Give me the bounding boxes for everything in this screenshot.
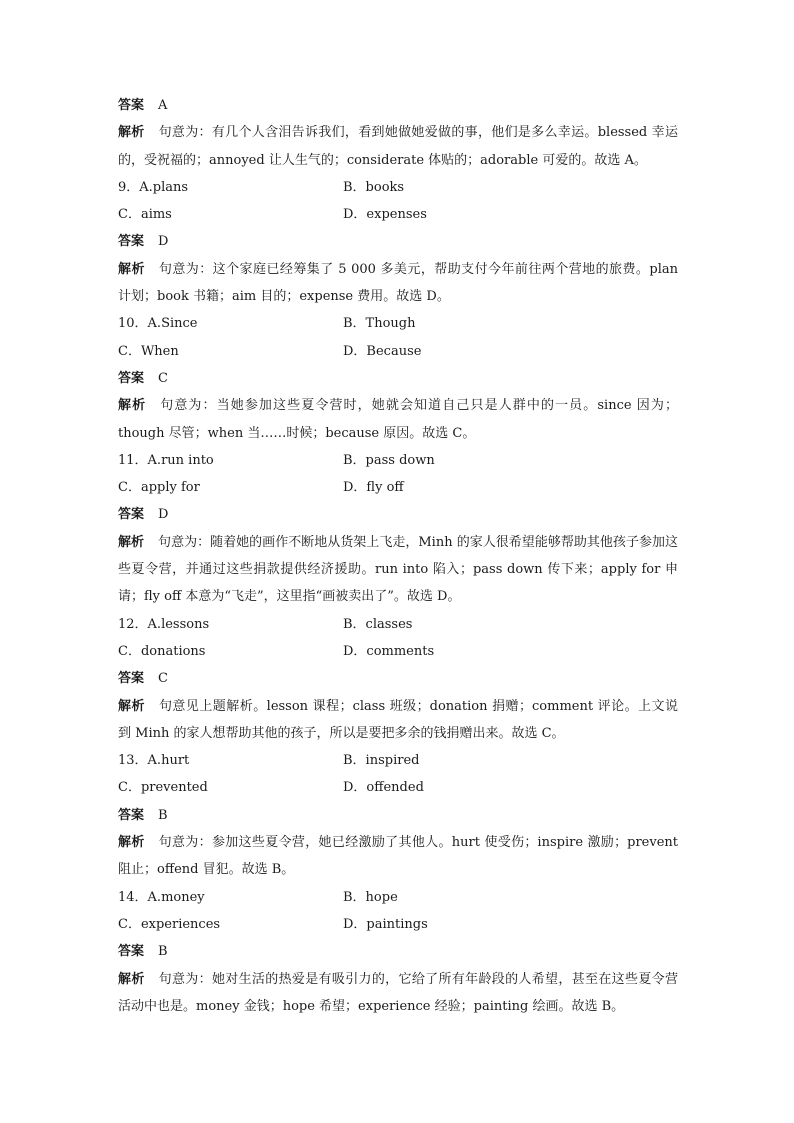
option-b: B．inspired: [343, 753, 420, 769]
option-b: B．pass down: [343, 452, 435, 468]
analysis-text: 句意为：有几个人含泪告诉我们，看到她做她爱做的事，他们是多么幸运。blessed 幸运的，受祝福的；annoyed 让人生气的；considerate 体贴的；adorable 可爱的。故选 A。: [118, 125, 678, 168]
option-d: D．comments: [343, 643, 435, 659]
answer-label: 答案: [118, 807, 145, 823]
answer-line: [118, 365, 678, 392]
question-number: 12．: [118, 616, 148, 632]
option-d: D．fly off: [343, 480, 404, 496]
question-11-options-row-1: [118, 447, 678, 474]
answer-value: C: [158, 671, 168, 687]
question-14-options-row-1: [118, 884, 678, 911]
analysis-text: 句意为：随着她的画作不断地从货架上飞走，Minh 的家人很希望能够帮助其他孩子参加这些夏令营，并通过这些捐款提供经济援助。run into 陷入；pass down 传下来；apply for 申请；fly off 本意为“飞走”，这里指“画被卖出了”。故选 D。: [118, 534, 678, 605]
answer-line: [118, 802, 678, 829]
analysis-label: 解析: [118, 534, 145, 550]
analysis-label: 解析: [118, 835, 145, 851]
analysis-label: 解析: [118, 261, 145, 277]
option-d: D．offended: [343, 780, 424, 796]
analysis-paragraph: [118, 529, 678, 611]
option-c: C．aims: [118, 207, 172, 223]
answer-line: [118, 228, 678, 255]
question-13-options-row-1: [118, 747, 678, 774]
answer-value: D: [158, 507, 169, 523]
answer-line: [118, 938, 678, 965]
analysis-text: 句意见上题解析。lesson 课程；class 班级；donation 捐赠；comment 评论。上文说到 Minh 的家人想帮助其他的孩子，所以是要把多余的钱捐赠出来。故选 C。: [118, 698, 678, 741]
answer-line: [118, 92, 678, 119]
analysis-text: 句意为：参加这些夏令营，她已经激励了其他人。hurt 使受伤；inspire 激励；prevent 阻止；offend 冒犯。故选 B。: [118, 835, 678, 878]
analysis-paragraph: [118, 256, 678, 311]
question-number: 10．: [118, 316, 148, 332]
question-10-options-row-2: [118, 338, 678, 365]
answer-value: C: [158, 370, 168, 386]
analysis-label: 解析: [118, 125, 145, 141]
option-c: C．apply for: [118, 480, 200, 496]
answer-value: A: [158, 98, 168, 113]
analysis-label: 解析: [118, 398, 147, 414]
answer-label: 答案: [118, 944, 145, 960]
option-a: A.money: [147, 889, 205, 905]
option-c: C．experiences: [118, 916, 221, 932]
option-c: C．prevented: [118, 780, 208, 796]
analysis-paragraph: [118, 829, 678, 884]
option-d: D．paintings: [343, 916, 428, 932]
answer-label: 答案: [118, 234, 145, 250]
answer-line: [118, 665, 678, 692]
analysis-text: 句意为：这个家庭已经筹集了 5 000 多美元，帮助支付今年前往两个营地的旅费。plan 计划；book 书籍；aim 目的；expense 费用。故选 D。: [118, 261, 678, 305]
analysis-text: 句意为：她对生活的热爱是有吸引力的，它给了所有年龄段的人希望，甚至在这些夏令营活动中也是。money 金钱；hope 希望；experience 经验；painting 绘画。故选 B。: [118, 971, 678, 1014]
answer-value: B: [158, 944, 168, 960]
analysis-label: 解析: [118, 971, 145, 987]
question-number: 11．: [118, 452, 148, 468]
option-d: D．Because: [343, 343, 422, 359]
analysis-paragraph: [118, 392, 678, 447]
answer-line: [118, 501, 678, 528]
question-12-options-row-1: [118, 611, 678, 638]
answer-value: D: [158, 234, 169, 250]
analysis-paragraph: [118, 693, 678, 748]
option-a: A.plans: [139, 179, 189, 195]
analysis-paragraph: [118, 119, 678, 174]
option-b: B．Though: [343, 316, 416, 332]
question-13-options-row-2: [118, 774, 678, 801]
option-c: C．donations: [118, 643, 206, 659]
option-b: B．books: [343, 179, 405, 195]
document-page: [118, 92, 678, 1020]
answer-value: B: [158, 807, 168, 823]
analysis-paragraph: [118, 966, 678, 1021]
option-d: D．expenses: [343, 207, 427, 223]
question-number: 14．: [118, 889, 148, 905]
question-10-options-row-1: [118, 310, 678, 337]
question-9-options-row-1: [118, 174, 678, 201]
question-14-options-row-2: [118, 911, 678, 938]
question-11-options-row-2: [118, 474, 678, 501]
option-b: B．hope: [343, 889, 398, 905]
question-number: 9．: [118, 179, 140, 195]
question-9-options-row-2: [118, 201, 678, 228]
answer-label: 答案: [118, 671, 145, 687]
option-b: B．classes: [343, 616, 413, 632]
answer-label: 答案: [118, 98, 145, 113]
answer-label: 答案: [118, 370, 145, 386]
option-a: A.Since: [147, 316, 198, 332]
option-a: A.hurt: [147, 753, 190, 769]
analysis-text: 句意为：当她参加这些夏令营时，她就会知道自己只是人群中的一员。since 因为；though 尽管；when 当……时候；because 原因。故选 C。: [118, 398, 678, 441]
option-c: C．When: [118, 343, 179, 359]
question-number: 13．: [118, 753, 148, 769]
question-12-options-row-2: [118, 638, 678, 665]
option-a: A.lessons: [147, 616, 210, 632]
analysis-label: 解析: [118, 698, 145, 714]
option-a: A.run into: [147, 452, 214, 468]
answer-label: 答案: [118, 507, 145, 523]
